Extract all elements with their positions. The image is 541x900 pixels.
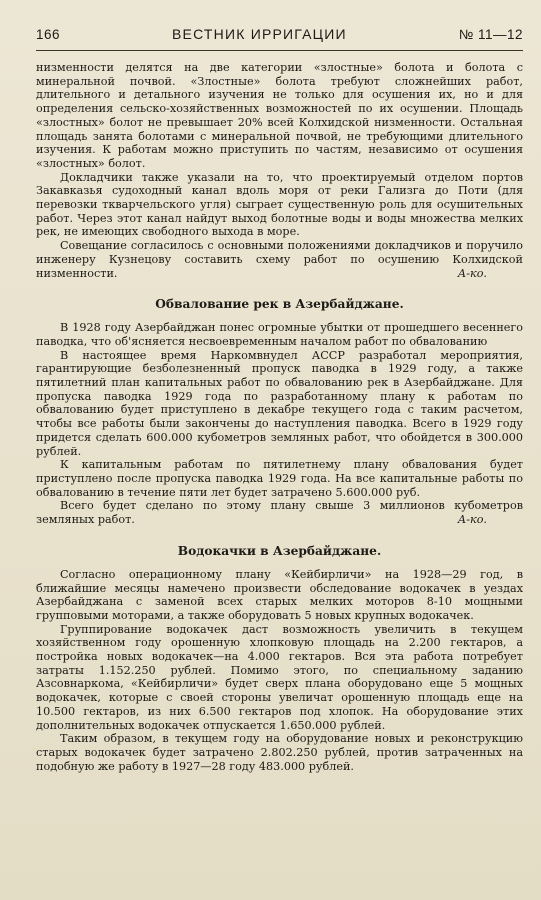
paragraph-with-signature	[36, 499, 523, 526]
paragraph: Таким образом, в текущем году на оборудование новых и реконструкцию старых водокачек будет затрачено 2.802.250 рублей, против затраченных на подобную же работу в 1927—28 году 483.000 рублей.	[36, 732, 523, 773]
section-pumping-stations	[36, 544, 523, 774]
header-rule	[36, 50, 523, 51]
running-header	[36, 26, 523, 48]
section-kolkhida-continued	[36, 61, 523, 280]
section-title: Обвалование рек в Азербайджане.	[155, 297, 404, 312]
author-signature: А-ко.	[457, 513, 487, 527]
paragraph: К капитальным работам по пятилетнему плану обвалования будет приступлено после пропуска паводка 1929 года. На все капитальные работы по обвалованию в течение пяти лет будет затрачено 5.600.000 руб.	[36, 458, 523, 499]
paragraph-text: Совещание согласилось с основными положениями докладчиков и поручило инженеру Кузнецову составить схему работ по осушению Колхидской низменности.	[36, 239, 523, 280]
paragraph-text: Всего будет сделано по этому плану свыше 3 миллионов кубометров земляных работ.	[36, 499, 523, 527]
journal-title: ВЕСТНИК ИРРИГАЦИИ	[172, 26, 347, 42]
section-river-embankment	[36, 297, 523, 527]
page-number: 166	[36, 27, 61, 42]
author-signature: А-ко.	[457, 266, 487, 280]
paragraph: низменности делятся на две категории «злостные» болота и болота с минеральной почвой. «Злостные» болота требуют сложнейших работ, длительного и детального изучения не только для осушения их, но и для определения сельско-хозяйственных возможностей по их осушении. Площадь «злостных» болот не превышает 20% всей Колхидской низменности. Остальная площадь занята болотами с минеральной почвой, не требующими длительного изучения. К работам можно приступить по частям, независимо от осушения «злостных» болот.	[36, 61, 523, 170]
issue-number: № 11—12	[458, 27, 523, 42]
paragraph-with-signature	[36, 239, 523, 280]
paragraph: В настоящее время Наркомвнудел АССР разработал мероприятия, гарантирующие безболезненный пропуск паводка в 1929 году, а также пятилетний план капитальных работ по обвалованию рек в Азербайджане. Для пропуска паводка 1929 года по разработанному плану к работам по обвалованию будет приступлено в декабре текущего года с таким расчетом, чтобы все работы были закончены до наступления паводка. Всего в 1929 году придется сделать 600.000 кубометров земляных работ, что обойдется в 300.000 рублей.	[36, 348, 523, 458]
paragraph: Группирование водокачек даст возможность увеличить в текущем хозяйственном году орошенную хлопковую площадь на 2.200 гектаров, а постройка новых водокачек—на 4.000 гектаров. Вся эта работа потребует затраты 1.152.250 рублей. Помимо этого, по специальному заданию Азсовнаркома, «Кейбирличи» будет сверх плана оборудовано еще 5 мощных водокачек, которые с своей стороны увеличат орошенную площадь еще на 10.500 гектаров, из них 6.500 гектаров под хлопок. На оборудование этих дополнительных водокачек отпускается 1.650.000 рублей.	[36, 622, 523, 732]
paragraph: Согласно операционному плану «Кейбирличи» на 1928—29 год, в ближайшие месяцы намечено произвести обследование водокачек в уездах Азербайджана с заменой всех старых мелких моторов 8-10 мощными групповыми моторами, а также оборудовать 5 новых крупных водокачек.	[36, 567, 523, 622]
section-title: Водокачки в Азербайджане.	[177, 543, 382, 558]
paragraph: Докладчики также указали на то, что проектируемый отделом портов Закавказья судоходный канал вдоль моря от реки Гализга до Поти (для перевозки ткварчельского угля) сыграет существенную роль для осушительных работ. Через этот канал найдут выход болотные воды и воды множества мелких рек, не имеющих свободного выхода в море.	[36, 170, 523, 239]
paragraph: В 1928 году Азербайджан понес огромные убытки от прошедшего весеннего паводка, что об'ясняется несвоевременным началом работ по обвалованию	[36, 321, 523, 348]
